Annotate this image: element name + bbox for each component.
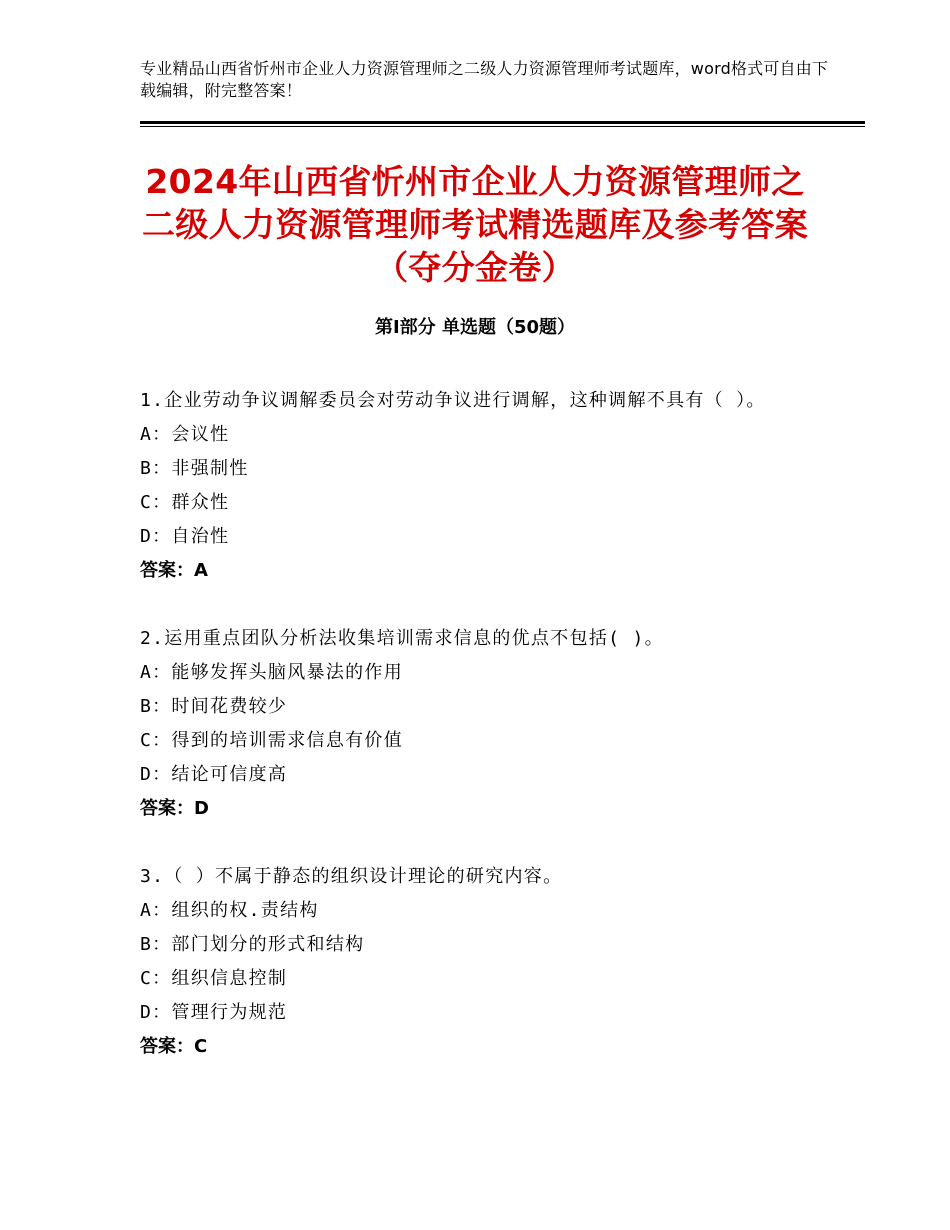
option-b: B：时间花费较少 xyxy=(140,696,288,717)
header-divider-thick xyxy=(140,121,865,124)
section-title: 第Ⅰ部分 单选题（50题） xyxy=(374,317,575,338)
option-b: B：非强制性 xyxy=(140,458,249,479)
question-list xyxy=(140,384,820,1098)
option-a: A：会议性 xyxy=(140,424,230,445)
option-b: B：部门划分的形式和结构 xyxy=(140,934,365,955)
question-text: 2.运用重点团队分析法收集培训需求信息的优点不包括( )。 xyxy=(140,628,664,649)
question-1 xyxy=(140,384,820,588)
option-a: A：能够发挥头脑风暴法的作用 xyxy=(140,662,404,683)
answer: 答案：D xyxy=(140,798,209,819)
answer: 答案：C xyxy=(140,1036,208,1057)
header-note: 专业精品山西省忻州市企业人力资源管理师之二级人力资源管理师考试题库，word格式可自由下载编辑，附完整答案！ xyxy=(140,59,829,100)
question-text: 3.（ ）不属于静态的组织设计理论的研究内容。 xyxy=(140,866,563,887)
option-c: C：得到的培训需求信息有价值 xyxy=(140,730,404,751)
option-d: D：自治性 xyxy=(140,526,230,547)
document-title: 2024年山西省忻州市企业人力资源管理师之二级人力资源管理师考试精选题库及参考答案（夺分金卷） xyxy=(142,162,808,287)
question-2 xyxy=(140,622,820,826)
answer: 答案：A xyxy=(140,560,208,581)
header-divider-thin xyxy=(140,126,865,127)
option-d: D：管理行为规范 xyxy=(140,1002,288,1023)
option-c: C：组织信息控制 xyxy=(140,968,288,989)
question-text: 1.企业劳动争议调解委员会对劳动争议进行调解，这种调解不具有（ ）。 xyxy=(140,390,766,411)
option-a: A：组织的权.责结构 xyxy=(140,900,319,921)
option-d: D：结论可信度高 xyxy=(140,764,288,785)
question-3 xyxy=(140,860,820,1064)
option-c: C：群众性 xyxy=(140,492,230,513)
